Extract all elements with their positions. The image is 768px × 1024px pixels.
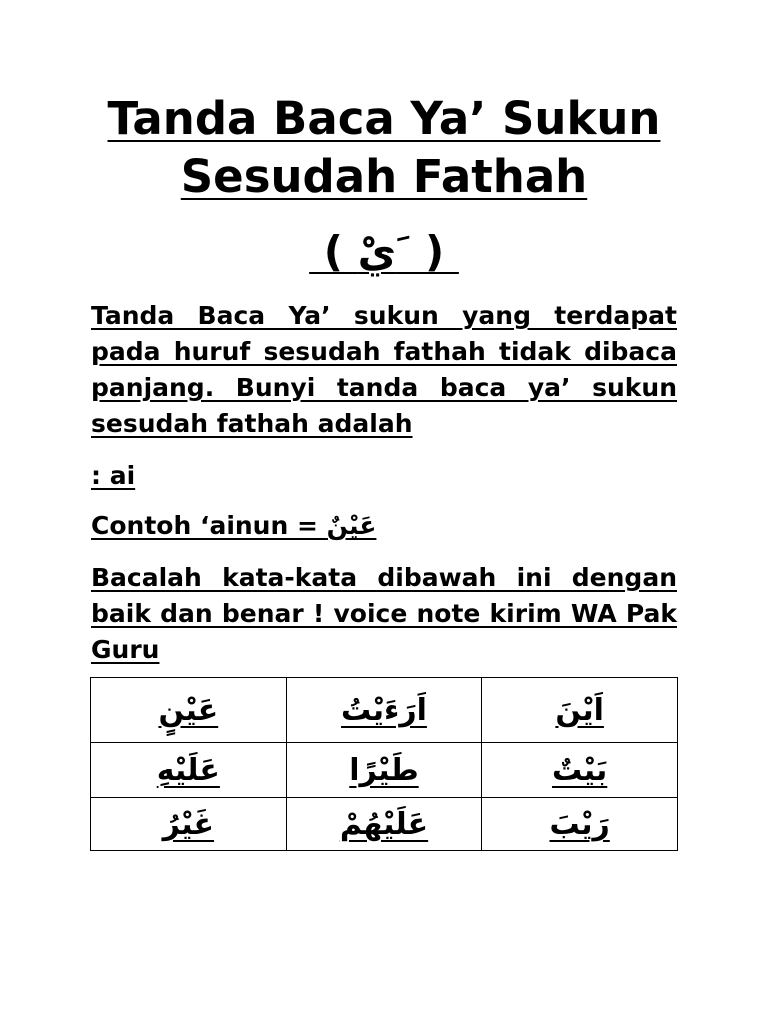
arabic-word: رَيْبَ (549, 806, 610, 842)
table-cell (482, 678, 678, 743)
arabic-word: غَيْرُ (162, 806, 215, 842)
arabic-words-table (90, 677, 678, 851)
ya-sukun-symbol (40, 222, 728, 282)
table-row (91, 678, 678, 743)
table-row (91, 743, 678, 798)
table-row (91, 798, 678, 851)
table-cell (91, 743, 287, 798)
arabic-word: طَيْرًا (349, 752, 419, 788)
title-line-1: Tanda Baca Ya’ Sukun (107, 92, 661, 145)
table-cell (91, 678, 287, 743)
table-cell (482, 798, 678, 851)
arabic-word: بَيْتٌ (552, 752, 608, 788)
title-line-2: Sesudah Fathah (180, 150, 588, 203)
instruction-text: Bacalah kata-kata dibawah ini dengan baik dan benar ! voice note kirim WA Pak Guru (91, 563, 677, 664)
arabic-word: عَيْنٍ (158, 692, 219, 728)
page-title (40, 90, 728, 206)
explanation-text: Tanda Baca Ya’ sukun yang terdapat pada huruf sesudah fathah tidak dibaca panjang. Bunyi tanda baca ya’ sukun sesudah fathah adalah (91, 301, 677, 438)
arabic-word: عَلَيْهُمْ (339, 806, 429, 842)
symbol-text: ( يْ َ ) (309, 227, 459, 276)
table-cell (482, 743, 678, 798)
example-line (91, 508, 677, 544)
example-text: Contoh ‘ainun = عَيْنٌ (91, 511, 377, 540)
sound-text: : ai (91, 461, 136, 490)
instruction-paragraph (91, 560, 677, 668)
sound-line (91, 458, 677, 494)
arabic-word: عَلَيْهِ (156, 752, 220, 788)
arabic-word: اَرَءَيْتُ (341, 692, 427, 728)
table-cell (286, 798, 482, 851)
table-cell (286, 678, 482, 743)
table-cell (286, 743, 482, 798)
table-cell (91, 798, 287, 851)
arabic-word: اَيْنَ (555, 692, 604, 728)
explanation-paragraph (91, 298, 677, 442)
